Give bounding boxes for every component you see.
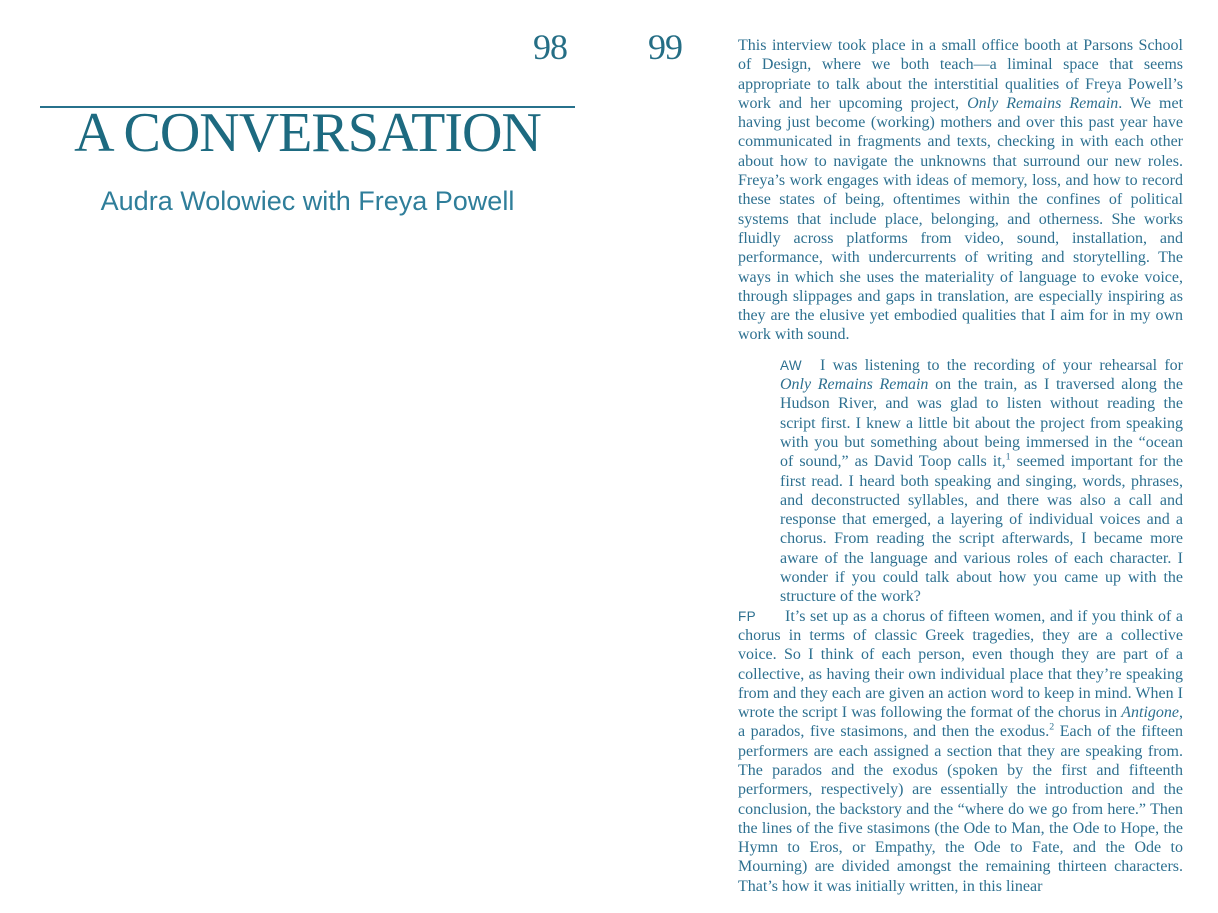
- page-number-right: 99: [648, 27, 682, 67]
- body-text: . We met having just become (working) mothers and over this past year have communicated in fragments and texts, checking in with each other about how to navigate the unknowns that surround our new roles. Freya’s work engages with ideas of memory, loss, and how to record these states of being, oftentimes within the confines of political systems that include place, belonging, and otherness. She works fluidly across platforms from video, sound, installation, and performance, with undercurrents of writing and storytelling. The ways in which she uses the materiality of language to evoke voice, through slippages and gaps in translation, are especially inspiring as they are the elusive yet embodied qualities that I aim for in my own work with sound.: [738, 94, 1183, 344]
- italic-title: Only Remains Remain: [967, 94, 1119, 112]
- dialogue-paragraph-aw: [780, 356, 1183, 607]
- footnote-marker: 1: [1005, 451, 1011, 463]
- body-text: I was listening to the recording of your rehearsal for: [820, 356, 1183, 374]
- body-text: , a parados, five stasimons, and then the exodus.: [738, 704, 1183, 741]
- italic-title: Only Remains Remain: [780, 376, 929, 394]
- dialogue-paragraph-fp: [738, 607, 1183, 896]
- body-text: seemed important for the first read. I heard both speaking and singing, words, phrases, and deconstructed syllables, and there was also a call and response that emerged, a layering of individual voices and a chorus. From reading the script afterwards, I became more aware of the language and various roles of each character. I wonder if you could talk about how you came up with the structure of the work?: [780, 453, 1183, 606]
- article-byline: Audra Wolowiec with Freya Powell: [100, 186, 515, 216]
- speaker-label: FP: [738, 608, 757, 624]
- speaker-label: AW: [780, 357, 803, 373]
- article-title: A CONVERSATION: [74, 102, 541, 164]
- body-text: This interview took place in a small office booth at Parsons School of Design, where we both teach—a liminal space that seems appropriate to talk about the interstitial qualities of Freya Powell’s work and her upcoming project,: [738, 37, 1183, 112]
- body-text: on the train, as I traversed along the Hudson River, and was glad to listen without reading the script first. I knew a little bit about the project from speaking with you but something about being immersed in the “ocean of sound,” as David Toop calls it,: [780, 376, 1183, 471]
- footnote-marker: 2: [1049, 722, 1055, 734]
- italic-title: Antigone: [1121, 704, 1179, 722]
- intro-paragraph: [738, 36, 1183, 345]
- right-page: [609, 0, 1218, 913]
- page-number-left: 98: [533, 27, 567, 67]
- dialogue-section: [738, 356, 1183, 896]
- body-text: Each of the fifteen performers are each assigned a section that they are speaking from. The parados and the exodus (spoken by the first and fifteenth performers, respectively) are essentially the introduction and the conclusion, the backstory and the “where do we go from here.” Then the lines of the five stasimons (the Ode to Man, the Ode to Hope, the Hymn to Eros, or Empathy, the Ode to Fate, and the Ode to Mourning) are divided amongst the remaining thirteen characters. That’s how it was initially written, in this linear: [738, 723, 1183, 895]
- body-text: It’s set up as a chorus of fifteen women, and if you think of a chorus in terms of classic Greek tragedies, they are a collective voice. So I think of each person, even though they are part of a collective, as having their own individual place that they’re speaking from and they each are given an action word to keep in mind. When I wrote the script I was following the format of the chorus in: [738, 607, 1183, 722]
- text-column: [738, 0, 1183, 913]
